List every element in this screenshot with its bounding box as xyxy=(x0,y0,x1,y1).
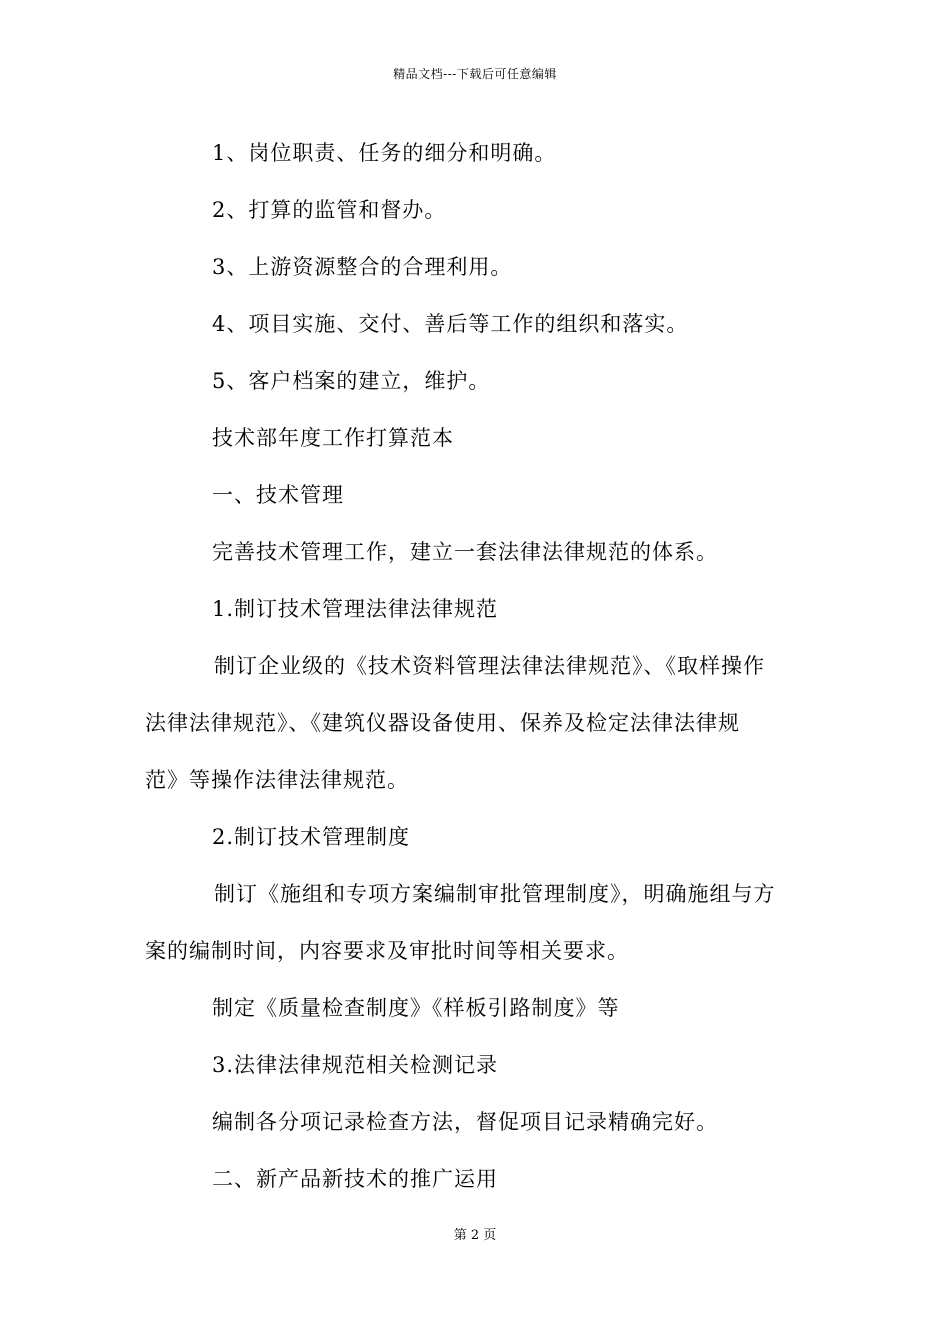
paragraph-line: 编制各分项记录检查方法，督促项目记录精确完好。 xyxy=(212,1110,718,1134)
section-heading: 二、新产品新技术的推广运用 xyxy=(212,1167,498,1191)
subsection-heading: 3.法律法律规范相关检测记录 xyxy=(212,1053,499,1077)
paragraph-line: 案的编制时间，内容要求及审批时间等相关要求。 xyxy=(145,939,629,963)
page-header: 精品文档---下载后可任意编辑 xyxy=(393,67,557,81)
paragraph-line: 完善技术管理工作，建立一套法律法律规范的体系。 xyxy=(212,540,718,564)
paragraph-line: 制定《质量检查制度》《样板引路制度》等 xyxy=(212,996,620,1020)
section-heading: 技术部年度工作打算范本 xyxy=(212,426,454,450)
paragraph-line: 5、客户档案的建立，维护。 xyxy=(212,369,491,393)
subsection-heading: 1.制订技术管理法律法律规范 xyxy=(212,597,499,621)
paragraph-line: 制订《施组和专项方案编制审批管理制度》，明确施组与方 xyxy=(214,882,776,906)
paragraph-line: 范》等操作法律法律规范。 xyxy=(145,768,409,792)
page-number: 第 2 页 xyxy=(453,1228,497,1243)
subsection-heading: 2.制订技术管理制度 xyxy=(212,825,411,849)
paragraph-line: 1、岗位职责、任务的细分和明确。 xyxy=(212,141,557,165)
paragraph-line: 3、上游资源整合的合理利用。 xyxy=(212,255,513,279)
paragraph-line: 2、打算的监管和督办。 xyxy=(212,198,447,222)
paragraph-line: 制订企业级的《技术资料管理法律法律规范》、《取样操作 xyxy=(214,654,765,678)
paragraph-line: 4、项目实施、交付、善后等工作的组织和落实。 xyxy=(212,312,689,336)
section-heading: 一、技术管理 xyxy=(212,483,344,507)
paragraph-line: 法律法律规范》、《建筑仪器设备使用、保养及检定法律法律规 xyxy=(145,711,740,735)
